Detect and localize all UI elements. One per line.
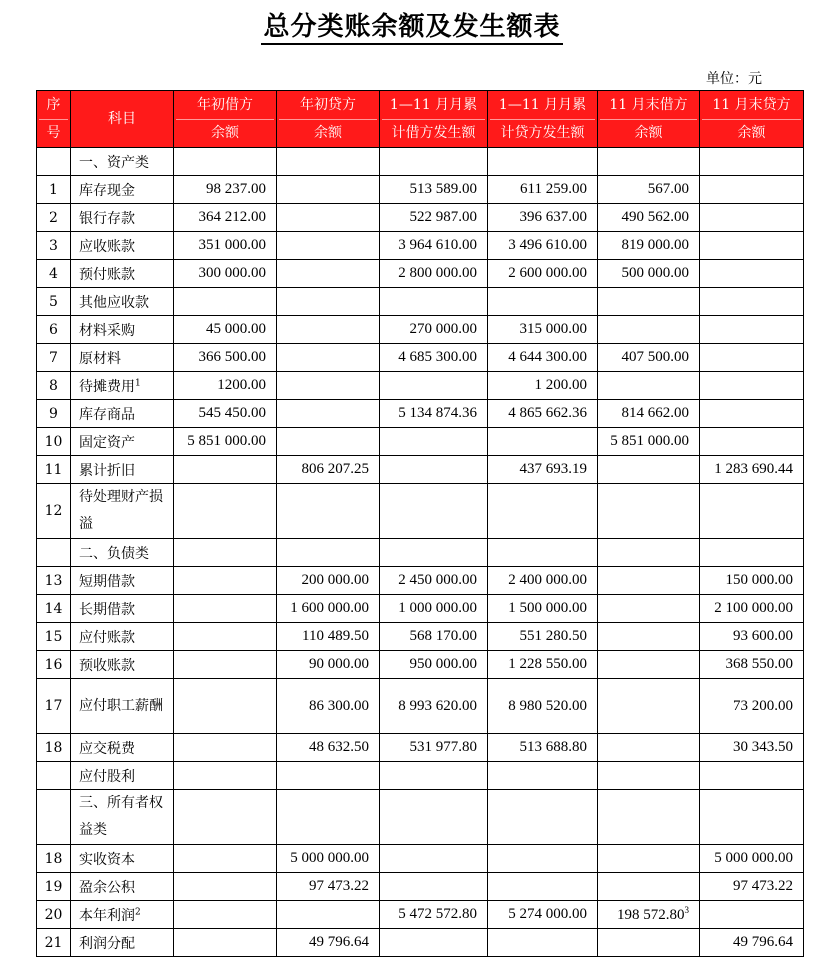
amount-ytd-credit xyxy=(488,148,598,176)
amount-closing-credit xyxy=(700,484,804,539)
row-number: 12 xyxy=(37,484,71,539)
amount-ytd-credit xyxy=(488,762,598,790)
amount-opening-debit xyxy=(174,456,277,484)
amount-ytd-debit xyxy=(380,873,488,901)
amount-opening-debit: 364 212.00 xyxy=(174,204,277,232)
table-row xyxy=(37,762,804,790)
header-text: 号 xyxy=(46,124,61,141)
row-number: 8 xyxy=(37,372,71,400)
amount-opening-credit xyxy=(277,901,380,929)
amount-closing-credit: 2 100 000.00 xyxy=(700,595,804,623)
amount-ytd-debit: 4 685 300.00 xyxy=(380,344,488,372)
row-number: 15 xyxy=(37,623,71,651)
table-row xyxy=(37,288,804,316)
amount-ytd-debit xyxy=(380,288,488,316)
amount-opening-credit xyxy=(277,372,380,400)
amount-opening-debit xyxy=(174,734,277,762)
amount-opening-credit xyxy=(277,344,380,372)
amount-opening-debit xyxy=(174,762,277,790)
account-name: 一、资产类 xyxy=(71,148,174,176)
account-name: 待摊费用$^1$ xyxy=(71,372,174,400)
amount-closing-credit: 97 473.22 xyxy=(700,873,804,901)
account-name: 材料采购 xyxy=(71,316,174,344)
amount-opening-credit xyxy=(277,539,380,567)
row-number: 19 xyxy=(37,873,71,901)
amount-closing-debit xyxy=(598,790,700,845)
amount-closing-credit xyxy=(700,288,804,316)
amount-closing-debit xyxy=(598,484,700,539)
amount-opening-debit: 98 237.00 xyxy=(174,176,277,204)
account-name: 实收资本 xyxy=(71,845,174,873)
header-text: 科目 xyxy=(108,110,136,127)
amount-opening-debit xyxy=(174,929,277,957)
amount-ytd-credit xyxy=(488,929,598,957)
amount-closing-debit: 5 851 000.00 xyxy=(598,428,700,456)
amount-opening-credit xyxy=(277,790,380,845)
amount-ytd-debit xyxy=(380,539,488,567)
amount-closing-credit xyxy=(700,400,804,428)
header-opening-debit xyxy=(174,91,277,148)
account-name: 累计折旧 xyxy=(71,456,174,484)
table-row xyxy=(37,651,804,679)
amount-closing-credit: 49 796.64 xyxy=(700,929,804,957)
row-number xyxy=(37,790,71,845)
header-closing-debit xyxy=(598,91,700,148)
account-name: 应付职工薪酬 xyxy=(71,679,174,734)
amount-closing-debit: 407 500.00 xyxy=(598,344,700,372)
amount-ytd-credit xyxy=(488,790,598,845)
amount-ytd-credit xyxy=(488,428,598,456)
amount-closing-credit: 73 200.00 xyxy=(700,679,804,734)
amount-opening-debit xyxy=(174,873,277,901)
row-number: 16 xyxy=(37,651,71,679)
amount-ytd-debit: 522 987.00 xyxy=(380,204,488,232)
ledger-table xyxy=(36,90,804,957)
account-name: 应收账款 xyxy=(71,232,174,260)
table-row xyxy=(37,845,804,873)
amount-opening-credit xyxy=(277,204,380,232)
amount-ytd-credit: 513 688.80 xyxy=(488,734,598,762)
row-number: 17 xyxy=(37,679,71,734)
account-name: 原材料 xyxy=(71,344,174,372)
amount-ytd-credit: 4 865 662.36 xyxy=(488,400,598,428)
table-row xyxy=(37,428,804,456)
row-number: 11 xyxy=(37,456,71,484)
header-opening-credit xyxy=(277,91,380,148)
account-name: 长期借款 xyxy=(71,595,174,623)
amount-opening-debit: 300 000.00 xyxy=(174,260,277,288)
amount-ytd-debit: 270 000.00 xyxy=(380,316,488,344)
amount-opening-debit xyxy=(174,790,277,845)
amount-closing-debit xyxy=(598,651,700,679)
row-number xyxy=(37,539,71,567)
amount-opening-credit xyxy=(277,762,380,790)
amount-ytd-credit xyxy=(488,845,598,873)
table-row xyxy=(37,567,804,595)
amount-ytd-debit: 950 000.00 xyxy=(380,651,488,679)
amount-closing-credit xyxy=(700,176,804,204)
amount-ytd-debit xyxy=(380,428,488,456)
amount-opening-debit: 545 450.00 xyxy=(174,400,277,428)
amount-ytd-debit: 2 800 000.00 xyxy=(380,260,488,288)
account-name: 预付账款 xyxy=(71,260,174,288)
amount-opening-credit: 48 632.50 xyxy=(277,734,380,762)
amount-opening-credit xyxy=(277,400,380,428)
amount-closing-debit xyxy=(598,148,700,176)
amount-opening-credit xyxy=(277,176,380,204)
amount-closing-debit xyxy=(598,456,700,484)
amount-closing-debit xyxy=(598,372,700,400)
account-name: 三、所有者权益类 xyxy=(71,790,174,845)
amount-closing-credit xyxy=(700,372,804,400)
amount-opening-credit xyxy=(277,260,380,288)
table-row xyxy=(37,734,804,762)
account-name: 库存商品 xyxy=(71,400,174,428)
account-name: 本年利润$^2$ xyxy=(71,901,174,929)
header-closing-credit xyxy=(700,91,804,148)
header-text: 计贷方发生额 xyxy=(500,124,585,141)
row-number: 14 xyxy=(37,595,71,623)
amount-ytd-credit: 3 496 610.00 xyxy=(488,232,598,260)
amount-opening-credit xyxy=(277,484,380,539)
amount-ytd-debit: 8 993 620.00 xyxy=(380,679,488,734)
amount-opening-credit xyxy=(277,316,380,344)
amount-opening-credit: 110 489.50 xyxy=(277,623,380,651)
account-name: 短期借款 xyxy=(71,567,174,595)
amount-ytd-debit xyxy=(380,456,488,484)
amount-opening-debit xyxy=(174,288,277,316)
row-number: 7 xyxy=(37,344,71,372)
amount-opening-credit xyxy=(277,148,380,176)
amount-closing-credit: 150 000.00 xyxy=(700,567,804,595)
amount-closing-credit: 1 283 690.44 xyxy=(700,456,804,484)
amount-opening-credit: 97 473.22 xyxy=(277,873,380,901)
header-text: 1—11 月月累 xyxy=(382,92,485,120)
amount-ytd-credit: 1 228 550.00 xyxy=(488,651,598,679)
table-row xyxy=(37,929,804,957)
amount-opening-debit: 5 851 000.00 xyxy=(174,428,277,456)
row-number: 9 xyxy=(37,400,71,428)
row-number: 1 xyxy=(37,176,71,204)
account-name: 应付账款 xyxy=(71,623,174,651)
amount-closing-debit xyxy=(598,679,700,734)
table-row xyxy=(37,316,804,344)
row-number xyxy=(37,148,71,176)
title-text: 总分类账余额及发生额表 xyxy=(261,12,562,45)
row-number xyxy=(37,762,71,790)
table-row xyxy=(37,901,804,929)
amount-opening-debit xyxy=(174,484,277,539)
table-row xyxy=(37,595,804,623)
amount-closing-debit xyxy=(598,734,700,762)
amount-closing-credit xyxy=(700,762,804,790)
amount-closing-debit xyxy=(598,539,700,567)
header-text: 余额 xyxy=(737,124,766,141)
header-text: 年初贷方 xyxy=(279,92,377,120)
amount-ytd-debit: 2 450 000.00 xyxy=(380,567,488,595)
amount-closing-credit xyxy=(700,232,804,260)
amount-closing-debit xyxy=(598,567,700,595)
amount-closing-debit xyxy=(598,623,700,651)
amount-closing-debit xyxy=(598,845,700,873)
amount-ytd-credit: 315 000.00 xyxy=(488,316,598,344)
table-row xyxy=(37,204,804,232)
header-text: 序 xyxy=(39,92,68,120)
amount-closing-debit xyxy=(598,595,700,623)
account-name: 库存现金 xyxy=(71,176,174,204)
amount-opening-debit: 45 000.00 xyxy=(174,316,277,344)
amount-opening-debit xyxy=(174,148,277,176)
amount-opening-debit xyxy=(174,845,277,873)
footnote-marker: 3 xyxy=(684,905,689,915)
amount-ytd-debit xyxy=(380,845,488,873)
account-name: 其他应收款 xyxy=(71,288,174,316)
amount-ytd-debit xyxy=(380,762,488,790)
amount-opening-debit xyxy=(174,567,277,595)
amount-ytd-debit: 5 472 572.80 xyxy=(380,901,488,929)
table-row xyxy=(37,148,804,176)
amount-ytd-debit xyxy=(380,148,488,176)
amount-opening-debit xyxy=(174,539,277,567)
amount-closing-credit: 93 600.00 xyxy=(700,623,804,651)
table-row xyxy=(37,372,804,400)
amount-closing-credit xyxy=(700,901,804,929)
amount-ytd-debit: 531 977.80 xyxy=(380,734,488,762)
amount-ytd-credit: 437 693.19 xyxy=(488,456,598,484)
amount-ytd-credit: 8 980 520.00 xyxy=(488,679,598,734)
amount-opening-credit xyxy=(277,428,380,456)
amount-ytd-credit: 5 274 000.00 xyxy=(488,901,598,929)
account-name: 盈余公积 xyxy=(71,873,174,901)
row-number: 2 xyxy=(37,204,71,232)
amount-closing-credit xyxy=(700,204,804,232)
amount-closing-debit: 567.00 xyxy=(598,176,700,204)
amount-opening-debit xyxy=(174,651,277,679)
row-number: 10 xyxy=(37,428,71,456)
amount-closing-credit: 368 550.00 xyxy=(700,651,804,679)
amount-closing-credit: 30 343.50 xyxy=(700,734,804,762)
amount-ytd-credit: 551 280.50 xyxy=(488,623,598,651)
header-text: 计借方发生额 xyxy=(391,124,476,141)
amount-closing-debit xyxy=(598,929,700,957)
amount-opening-credit xyxy=(277,232,380,260)
amount-opening-credit: 86 300.00 xyxy=(277,679,380,734)
amount-opening-credit xyxy=(277,288,380,316)
page-title xyxy=(0,6,824,43)
row-number: 18 xyxy=(37,845,71,873)
amount-ytd-debit: 5 134 874.36 xyxy=(380,400,488,428)
table-row xyxy=(37,539,804,567)
amount-opening-credit: 90 000.00 xyxy=(277,651,380,679)
account-name: 二、负债类 xyxy=(71,539,174,567)
account-name: 利润分配 xyxy=(71,929,174,957)
header-text: 11 月末贷方 xyxy=(702,92,801,120)
amount-ytd-debit xyxy=(380,790,488,845)
table-body xyxy=(37,148,804,957)
row-number: 13 xyxy=(37,567,71,595)
account-name: 应付股利 xyxy=(71,762,174,790)
header-subject xyxy=(71,91,174,148)
row-number: 20 xyxy=(37,901,71,929)
amount-closing-credit xyxy=(700,148,804,176)
table-row xyxy=(37,344,804,372)
amount-opening-debit xyxy=(174,595,277,623)
row-number: 3 xyxy=(37,232,71,260)
account-name: 预收账款 xyxy=(71,651,174,679)
table-row xyxy=(37,790,804,845)
unit-label: 单位：元 xyxy=(706,71,762,87)
table-row xyxy=(37,176,804,204)
amount-closing-credit xyxy=(700,428,804,456)
amount-ytd-credit: 2 400 000.00 xyxy=(488,567,598,595)
amount-ytd-debit: 513 589.00 xyxy=(380,176,488,204)
amount-ytd-credit: 1 200.00 xyxy=(488,372,598,400)
header-text: 余额 xyxy=(634,124,663,141)
account-name: 银行存款 xyxy=(71,204,174,232)
amount-opening-debit: 1200.00 xyxy=(174,372,277,400)
amount-closing-debit: 490 562.00 xyxy=(598,204,700,232)
header-no xyxy=(37,91,71,148)
amount-ytd-credit xyxy=(488,288,598,316)
amount-ytd-debit: 1 000 000.00 xyxy=(380,595,488,623)
row-number: 21 xyxy=(37,929,71,957)
amount-ytd-credit xyxy=(488,539,598,567)
amount-ytd-debit: 3 964 610.00 xyxy=(380,232,488,260)
table-row xyxy=(37,873,804,901)
table-header xyxy=(37,91,804,148)
row-number: 6 xyxy=(37,316,71,344)
header-text: 余额 xyxy=(314,124,342,141)
amount-opening-credit: 806 207.25 xyxy=(277,456,380,484)
amount-closing-debit: 819 000.00 xyxy=(598,232,700,260)
header-text: 1—11 月月累 xyxy=(490,92,595,120)
table-row xyxy=(37,456,804,484)
table-row xyxy=(37,400,804,428)
footnote-marker: 2 xyxy=(135,906,141,917)
row-number: 5 xyxy=(37,288,71,316)
table-row xyxy=(37,260,804,288)
amount-ytd-debit xyxy=(380,929,488,957)
amount-closing-credit xyxy=(700,344,804,372)
amount-ytd-debit: 568 170.00 xyxy=(380,623,488,651)
header-row xyxy=(37,91,804,148)
amount-closing-debit: 198 572.80$^3$ xyxy=(598,901,700,929)
amount-opening-debit xyxy=(174,901,277,929)
row-number: 18 xyxy=(37,734,71,762)
table-row xyxy=(37,679,804,734)
account-name: 固定资产 xyxy=(71,428,174,456)
header-ytd-credit xyxy=(488,91,598,148)
header-ytd-debit xyxy=(380,91,488,148)
account-name: 应交税费 xyxy=(71,734,174,762)
amount-closing-debit xyxy=(598,316,700,344)
header-text: 11 月末借方 xyxy=(600,92,697,120)
amount-ytd-credit xyxy=(488,484,598,539)
table-row xyxy=(37,484,804,539)
header-text: 年初借方 xyxy=(176,92,274,120)
amount-opening-debit: 351 000.00 xyxy=(174,232,277,260)
amount-ytd-debit xyxy=(380,484,488,539)
amount-closing-credit xyxy=(700,260,804,288)
amount-ytd-credit: 4 644 300.00 xyxy=(488,344,598,372)
amount-ytd-debit xyxy=(380,372,488,400)
amount-closing-credit xyxy=(700,316,804,344)
amount-closing-credit xyxy=(700,790,804,845)
amount-opening-debit xyxy=(174,679,277,734)
amount-ytd-credit xyxy=(488,873,598,901)
amount-closing-debit: 500 000.00 xyxy=(598,260,700,288)
amount-closing-debit xyxy=(598,762,700,790)
amount-opening-credit: 200 000.00 xyxy=(277,567,380,595)
amount-opening-credit: 49 796.64 xyxy=(277,929,380,957)
footnote-marker: 1 xyxy=(135,377,141,388)
amount-closing-debit xyxy=(598,288,700,316)
amount-closing-debit xyxy=(598,873,700,901)
amount-opening-credit: 1 600 000.00 xyxy=(277,595,380,623)
amount-ytd-credit: 396 637.00 xyxy=(488,204,598,232)
amount-opening-credit: 5 000 000.00 xyxy=(277,845,380,873)
amount-ytd-credit: 1 500 000.00 xyxy=(488,595,598,623)
header-text: 余额 xyxy=(211,124,239,141)
amount-closing-credit xyxy=(700,539,804,567)
row-number: 4 xyxy=(37,260,71,288)
amount-closing-credit: 5 000 000.00 xyxy=(700,845,804,873)
amount-opening-debit xyxy=(174,623,277,651)
table-row xyxy=(37,623,804,651)
amount-opening-debit: 366 500.00 xyxy=(174,344,277,372)
table-row xyxy=(37,232,804,260)
amount-ytd-credit: 611 259.00 xyxy=(488,176,598,204)
amount-closing-debit: 814 662.00 xyxy=(598,400,700,428)
amount-ytd-credit: 2 600 000.00 xyxy=(488,260,598,288)
account-name: 待处理财产损溢 xyxy=(71,484,174,539)
